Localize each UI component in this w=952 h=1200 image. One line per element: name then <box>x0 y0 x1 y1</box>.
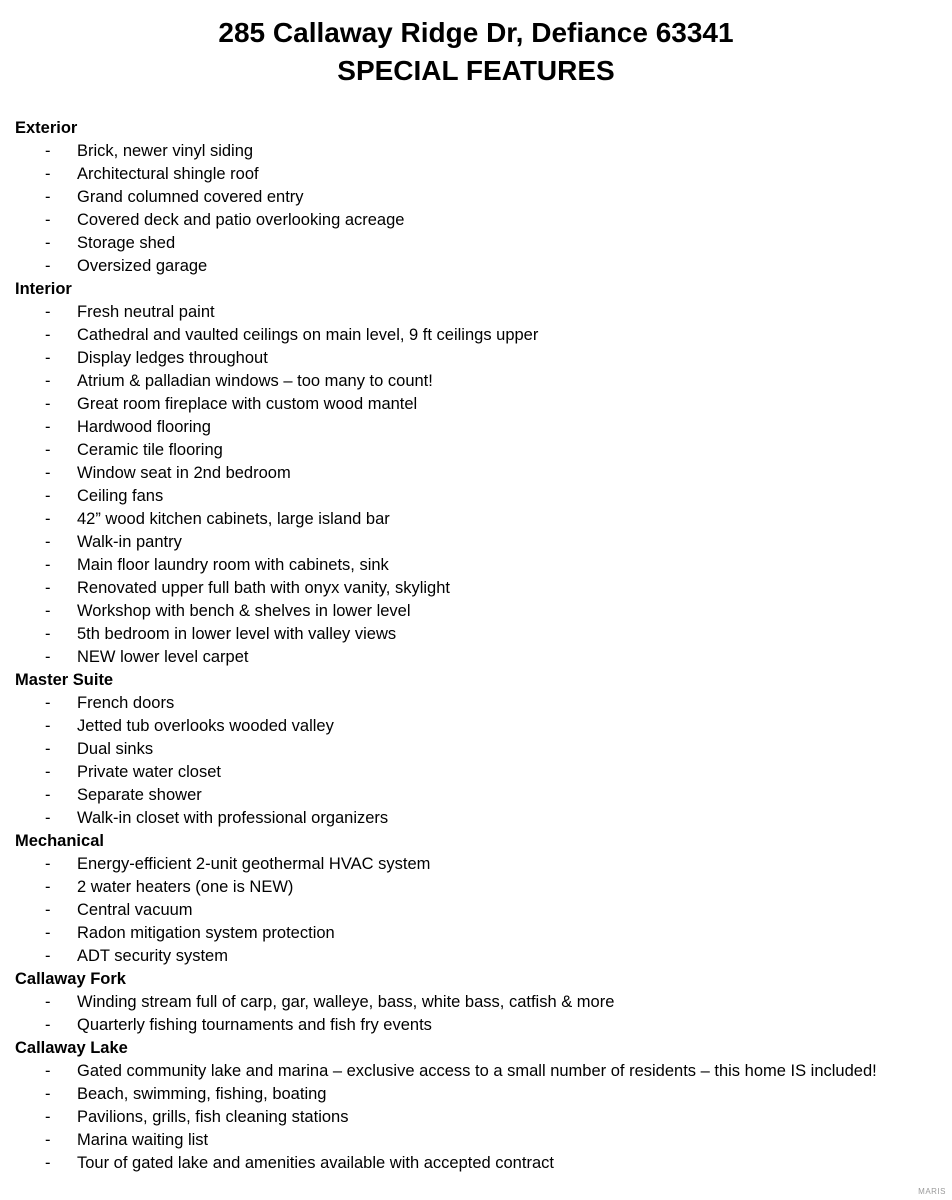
bullet-dash: - <box>45 188 51 206</box>
special-features-heading: SPECIAL FEATURES <box>337 55 615 86</box>
bullet-dash: - <box>45 1108 51 1126</box>
list-item <box>15 1060 945 1083</box>
bullet-dash: - <box>45 855 51 873</box>
feature-text: Walk-in closet with professional organizers <box>77 809 389 827</box>
list-item <box>15 347 945 370</box>
bullet-dash: - <box>45 211 51 229</box>
section-heading-mechanical: Mechanical <box>15 832 104 850</box>
list-item <box>15 807 945 830</box>
list-item <box>15 623 945 646</box>
bullet-dash: - <box>45 418 51 436</box>
feature-text: Ceramic tile flooring <box>77 441 223 459</box>
list-item <box>15 324 945 347</box>
list-item <box>15 899 945 922</box>
list-item <box>15 301 945 324</box>
bullet-dash: - <box>45 326 51 344</box>
list-item <box>15 186 945 209</box>
feature-list-callaway-fork <box>15 991 945 1037</box>
bullet-dash: - <box>45 786 51 804</box>
list-item <box>15 416 945 439</box>
bullet-dash: - <box>45 510 51 528</box>
list-item <box>15 945 945 968</box>
feature-text: Renovated upper full bath with onyx vanity, skylight <box>77 579 450 597</box>
bullet-dash: - <box>45 395 51 413</box>
bullet-dash: - <box>45 533 51 551</box>
list-item <box>15 1152 945 1175</box>
feature-text: Ceiling fans <box>77 487 164 505</box>
list-item <box>15 646 945 669</box>
list-item <box>15 554 945 577</box>
bullet-dash: - <box>45 809 51 827</box>
feature-text: Gated community lake and marina – exclusive access to a small number of residents – this home IS included! <box>77 1062 877 1080</box>
list-item <box>15 738 945 761</box>
feature-text: Brick, newer vinyl siding <box>77 142 254 160</box>
list-item <box>15 255 945 278</box>
list-item <box>15 784 945 807</box>
bullet-dash: - <box>45 924 51 942</box>
feature-text: Covered deck and patio overlooking acreage <box>77 211 405 229</box>
list-item <box>15 876 945 899</box>
list-item <box>15 1106 945 1129</box>
feature-text: French doors <box>77 694 175 712</box>
list-item <box>15 140 945 163</box>
feature-text: Winding stream full of carp, gar, walleye, bass, white bass, catfish & more <box>77 993 615 1011</box>
feature-text: Central vacuum <box>77 901 193 919</box>
feature-text: Workshop with bench & shelves in lower level <box>77 602 411 620</box>
bullet-dash: - <box>45 694 51 712</box>
feature-text: 42” wood kitchen cabinets, large island bar <box>77 510 390 528</box>
feature-text: Storage shed <box>77 234 176 252</box>
list-item <box>15 600 945 623</box>
bullet-dash: - <box>45 602 51 620</box>
feature-text: Window seat in 2nd bedroom <box>77 464 291 482</box>
bullet-dash: - <box>45 165 51 183</box>
feature-text: Dual sinks <box>77 740 154 758</box>
feature-text: Marina waiting list <box>77 1131 209 1149</box>
list-item <box>15 508 945 531</box>
bullet-dash: - <box>45 1154 51 1172</box>
bullet-dash: - <box>45 349 51 367</box>
feature-list-mechanical <box>15 853 945 968</box>
address-heading: 285 Callaway Ridge Dr, Defiance 63341 <box>218 17 734 48</box>
feature-text: Great room fireplace with custom wood mantel <box>77 395 418 413</box>
list-item <box>15 761 945 784</box>
feature-list-exterior <box>15 140 945 278</box>
bullet-dash: - <box>45 763 51 781</box>
bullet-dash: - <box>45 303 51 321</box>
list-item <box>15 715 945 738</box>
section-heading-exterior: Exterior <box>15 119 78 137</box>
bullet-dash: - <box>45 1016 51 1034</box>
feature-text: Pavilions, grills, fish cleaning stations <box>77 1108 349 1126</box>
feature-text: Oversized garage <box>77 257 208 275</box>
list-item <box>15 531 945 554</box>
bullet-dash: - <box>45 234 51 252</box>
bullet-dash: - <box>45 1085 51 1103</box>
list-item <box>15 577 945 600</box>
bullet-dash: - <box>45 740 51 758</box>
feature-text: Main floor laundry room with cabinets, sink <box>77 556 389 574</box>
feature-text: Energy-efficient 2-unit geothermal HVAC system <box>77 855 431 873</box>
bullet-dash: - <box>45 487 51 505</box>
bullet-dash: - <box>45 257 51 275</box>
feature-text: Separate shower <box>77 786 202 804</box>
feature-text: Hardwood flooring <box>77 418 211 436</box>
feature-list-interior <box>15 301 945 669</box>
feature-text: Cathedral and vaulted ceilings on main level, 9 ft ceilings upper <box>77 326 539 344</box>
feature-text: Jetted tub overlooks wooded valley <box>77 717 334 735</box>
feature-text: Grand columned covered entry <box>77 188 304 206</box>
list-item <box>15 922 945 945</box>
list-item <box>15 1083 945 1106</box>
bullet-dash: - <box>45 625 51 643</box>
bullet-dash: - <box>45 372 51 390</box>
list-item <box>15 853 945 876</box>
list-item <box>15 209 945 232</box>
feature-text: Walk-in pantry <box>77 533 182 551</box>
feature-text: 2 water heaters (one is NEW) <box>77 878 294 896</box>
list-item <box>15 692 945 715</box>
feature-text: Tour of gated lake and amenities available with accepted contract <box>77 1154 554 1172</box>
list-item <box>15 462 945 485</box>
feature-text: NEW lower level carpet <box>77 648 249 666</box>
feature-text: Architectural shingle roof <box>77 165 259 183</box>
feature-text: Quarterly fishing tournaments and fish fry events <box>77 1016 432 1034</box>
bullet-dash: - <box>45 1131 51 1149</box>
feature-text: Atrium & palladian windows – too many to count! <box>77 372 433 390</box>
document-title <box>0 14 952 90</box>
bullet-dash: - <box>45 947 51 965</box>
bullet-dash: - <box>45 1062 51 1080</box>
feature-text: Radon mitigation system protection <box>77 924 335 942</box>
list-item <box>15 232 945 255</box>
bullet-dash: - <box>45 878 51 896</box>
list-item <box>15 439 945 462</box>
feature-text: 5th bedroom in lower level with valley views <box>77 625 397 643</box>
bullet-dash: - <box>45 441 51 459</box>
mls-watermark: MARIS <box>918 1187 946 1196</box>
feature-list-callaway-lake <box>15 1060 945 1175</box>
list-item <box>15 370 945 393</box>
features-sections <box>15 117 945 1175</box>
feature-text: ADT security system <box>77 947 228 965</box>
feature-text: Display ledges throughout <box>77 349 268 367</box>
list-item <box>15 163 945 186</box>
bullet-dash: - <box>45 464 51 482</box>
list-item <box>15 393 945 416</box>
bullet-dash: - <box>45 556 51 574</box>
feature-text: Fresh neutral paint <box>77 303 215 321</box>
feature-text: Private water closet <box>77 763 221 781</box>
list-item <box>15 1129 945 1152</box>
bullet-dash: - <box>45 901 51 919</box>
feature-text: Beach, swimming, fishing, boating <box>77 1085 327 1103</box>
list-item <box>15 485 945 508</box>
bullet-dash: - <box>45 648 51 666</box>
feature-list-master-suite <box>15 692 945 830</box>
bullet-dash: - <box>45 579 51 597</box>
bullet-dash: - <box>45 993 51 1011</box>
section-heading-master-suite: Master Suite <box>15 671 114 689</box>
section-heading-interior: Interior <box>15 280 72 298</box>
bullet-dash: - <box>45 142 51 160</box>
section-heading-callaway-lake: Callaway Lake <box>15 1039 128 1057</box>
section-heading-callaway-fork: Callaway Fork <box>15 970 126 988</box>
bullet-dash: - <box>45 717 51 735</box>
list-item <box>15 991 945 1014</box>
list-item <box>15 1014 945 1037</box>
